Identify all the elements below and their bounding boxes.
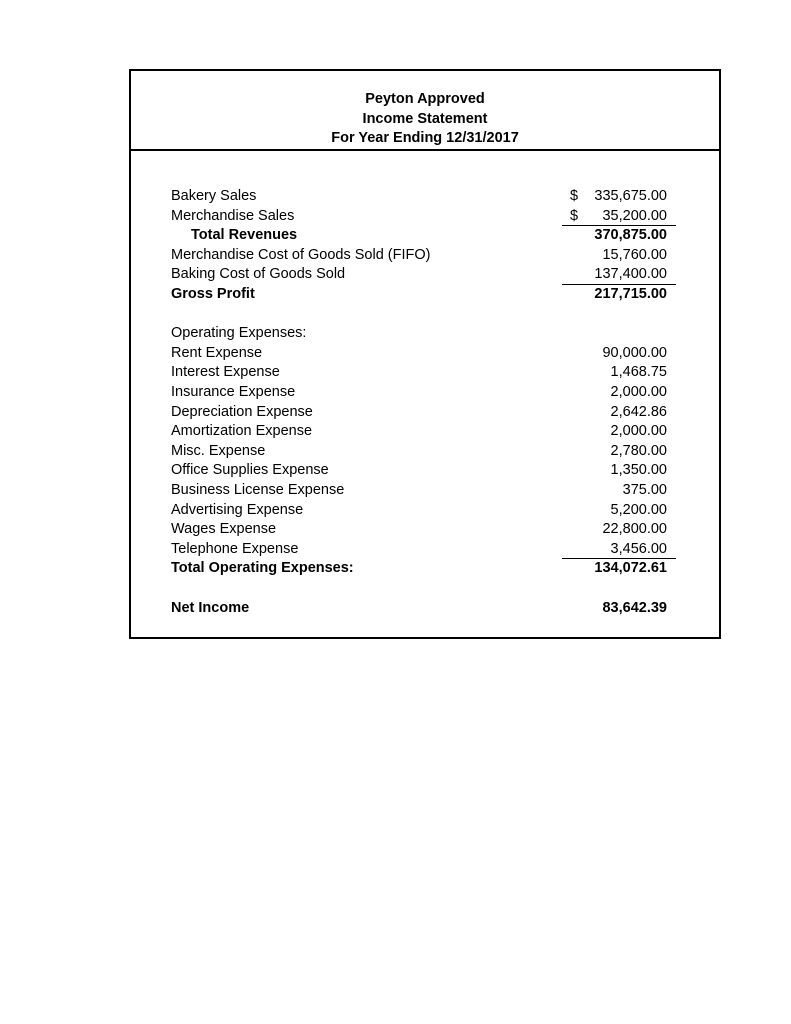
row-label: Gross Profit bbox=[171, 286, 255, 302]
row-amount: 5,200.00 bbox=[610, 501, 667, 518]
row-label: Net Income bbox=[171, 599, 250, 616]
row-amount: 90,000.00 bbox=[602, 344, 667, 361]
row-telephone-expense bbox=[171, 540, 676, 560]
row-amount: 22,800.00 bbox=[602, 521, 667, 538]
row-amortization-expense bbox=[171, 422, 676, 442]
row-amount: 35,200.00 bbox=[602, 207, 667, 224]
row-amount: 137,400.00 bbox=[594, 266, 667, 283]
row-amount: 134,072.61 bbox=[594, 560, 667, 577]
statement-header bbox=[131, 71, 719, 151]
row-amount: 83,642.39 bbox=[602, 599, 667, 616]
row-label: Interest Expense bbox=[171, 364, 280, 381]
row-amount: 217,715.00 bbox=[594, 286, 667, 302]
row-label: Merchandise Cost of Goods Sold (FIFO) bbox=[171, 246, 431, 263]
currency-symbol: $ bbox=[570, 188, 579, 204]
row-depreciation-expense bbox=[171, 403, 676, 423]
row-label: Total Revenues bbox=[191, 227, 298, 244]
row-rent-expense bbox=[171, 344, 676, 364]
row-amount: 1,350.00 bbox=[610, 462, 667, 479]
row-advertising-expense bbox=[171, 501, 676, 521]
row-total-operating-expenses bbox=[171, 559, 676, 579]
row-amount: 1,468.75 bbox=[610, 364, 667, 381]
row-label: Advertising Expense bbox=[171, 501, 304, 518]
row-amount: 2,780.00 bbox=[610, 442, 667, 459]
currency-symbol: $ bbox=[570, 207, 579, 224]
row-merchandise-cogs bbox=[171, 246, 676, 266]
underline bbox=[562, 265, 676, 285]
row-insurance-expense bbox=[171, 383, 676, 403]
row-label: Amortization Expense bbox=[171, 423, 313, 440]
row-amount: 375.00 bbox=[622, 482, 667, 498]
underline bbox=[562, 207, 676, 227]
row-operating-expenses-heading bbox=[171, 324, 676, 344]
row-label: Bakery Sales bbox=[171, 188, 257, 204]
row-label: Business License Expense bbox=[171, 482, 345, 498]
statement-period: For Year Ending 12/31/2017 bbox=[331, 130, 519, 146]
row-merchandise-sales bbox=[171, 207, 676, 227]
row-amount: 2,000.00 bbox=[610, 384, 667, 400]
row-amount: 2,000.00 bbox=[610, 423, 667, 440]
statement-title: Income Statement bbox=[362, 110, 488, 127]
row-label: Baking Cost of Goods Sold bbox=[171, 266, 346, 283]
row-label: Misc. Expense bbox=[171, 442, 266, 459]
row-baking-cogs bbox=[171, 265, 676, 285]
row-amount: 335,675.00 bbox=[594, 188, 667, 204]
underline bbox=[562, 540, 676, 560]
row-label: Wages Expense bbox=[171, 521, 277, 538]
row-amount: 2,642.86 bbox=[610, 403, 667, 420]
row-label: Rent Expense bbox=[171, 344, 263, 361]
row-interest-expense bbox=[171, 363, 676, 383]
row-misc-expense bbox=[171, 442, 676, 462]
row-office-supplies-expense bbox=[171, 461, 676, 481]
row-total-revenues bbox=[171, 226, 676, 246]
income-statement bbox=[129, 69, 721, 639]
row-amount: 370,875.00 bbox=[594, 227, 667, 244]
section-heading: Operating Expenses: bbox=[171, 325, 307, 342]
row-business-license-expense bbox=[171, 481, 676, 501]
row-label: Insurance Expense bbox=[171, 384, 296, 400]
row-net-income bbox=[171, 599, 676, 619]
row-wages-expense bbox=[171, 520, 676, 540]
row-gross-profit bbox=[171, 285, 676, 305]
row-label: Total Operating Expenses: bbox=[171, 560, 354, 577]
row-label: Merchandise Sales bbox=[171, 207, 295, 224]
row-label: Office Supplies Expense bbox=[171, 462, 329, 479]
company-name: Peyton Approved bbox=[365, 91, 485, 107]
row-bakery-sales bbox=[171, 187, 676, 207]
row-label: Depreciation Expense bbox=[171, 403, 313, 420]
row-amount: 3,456.00 bbox=[610, 540, 667, 557]
row-amount: 15,760.00 bbox=[602, 246, 667, 263]
row-label: Telephone Expense bbox=[171, 540, 299, 557]
